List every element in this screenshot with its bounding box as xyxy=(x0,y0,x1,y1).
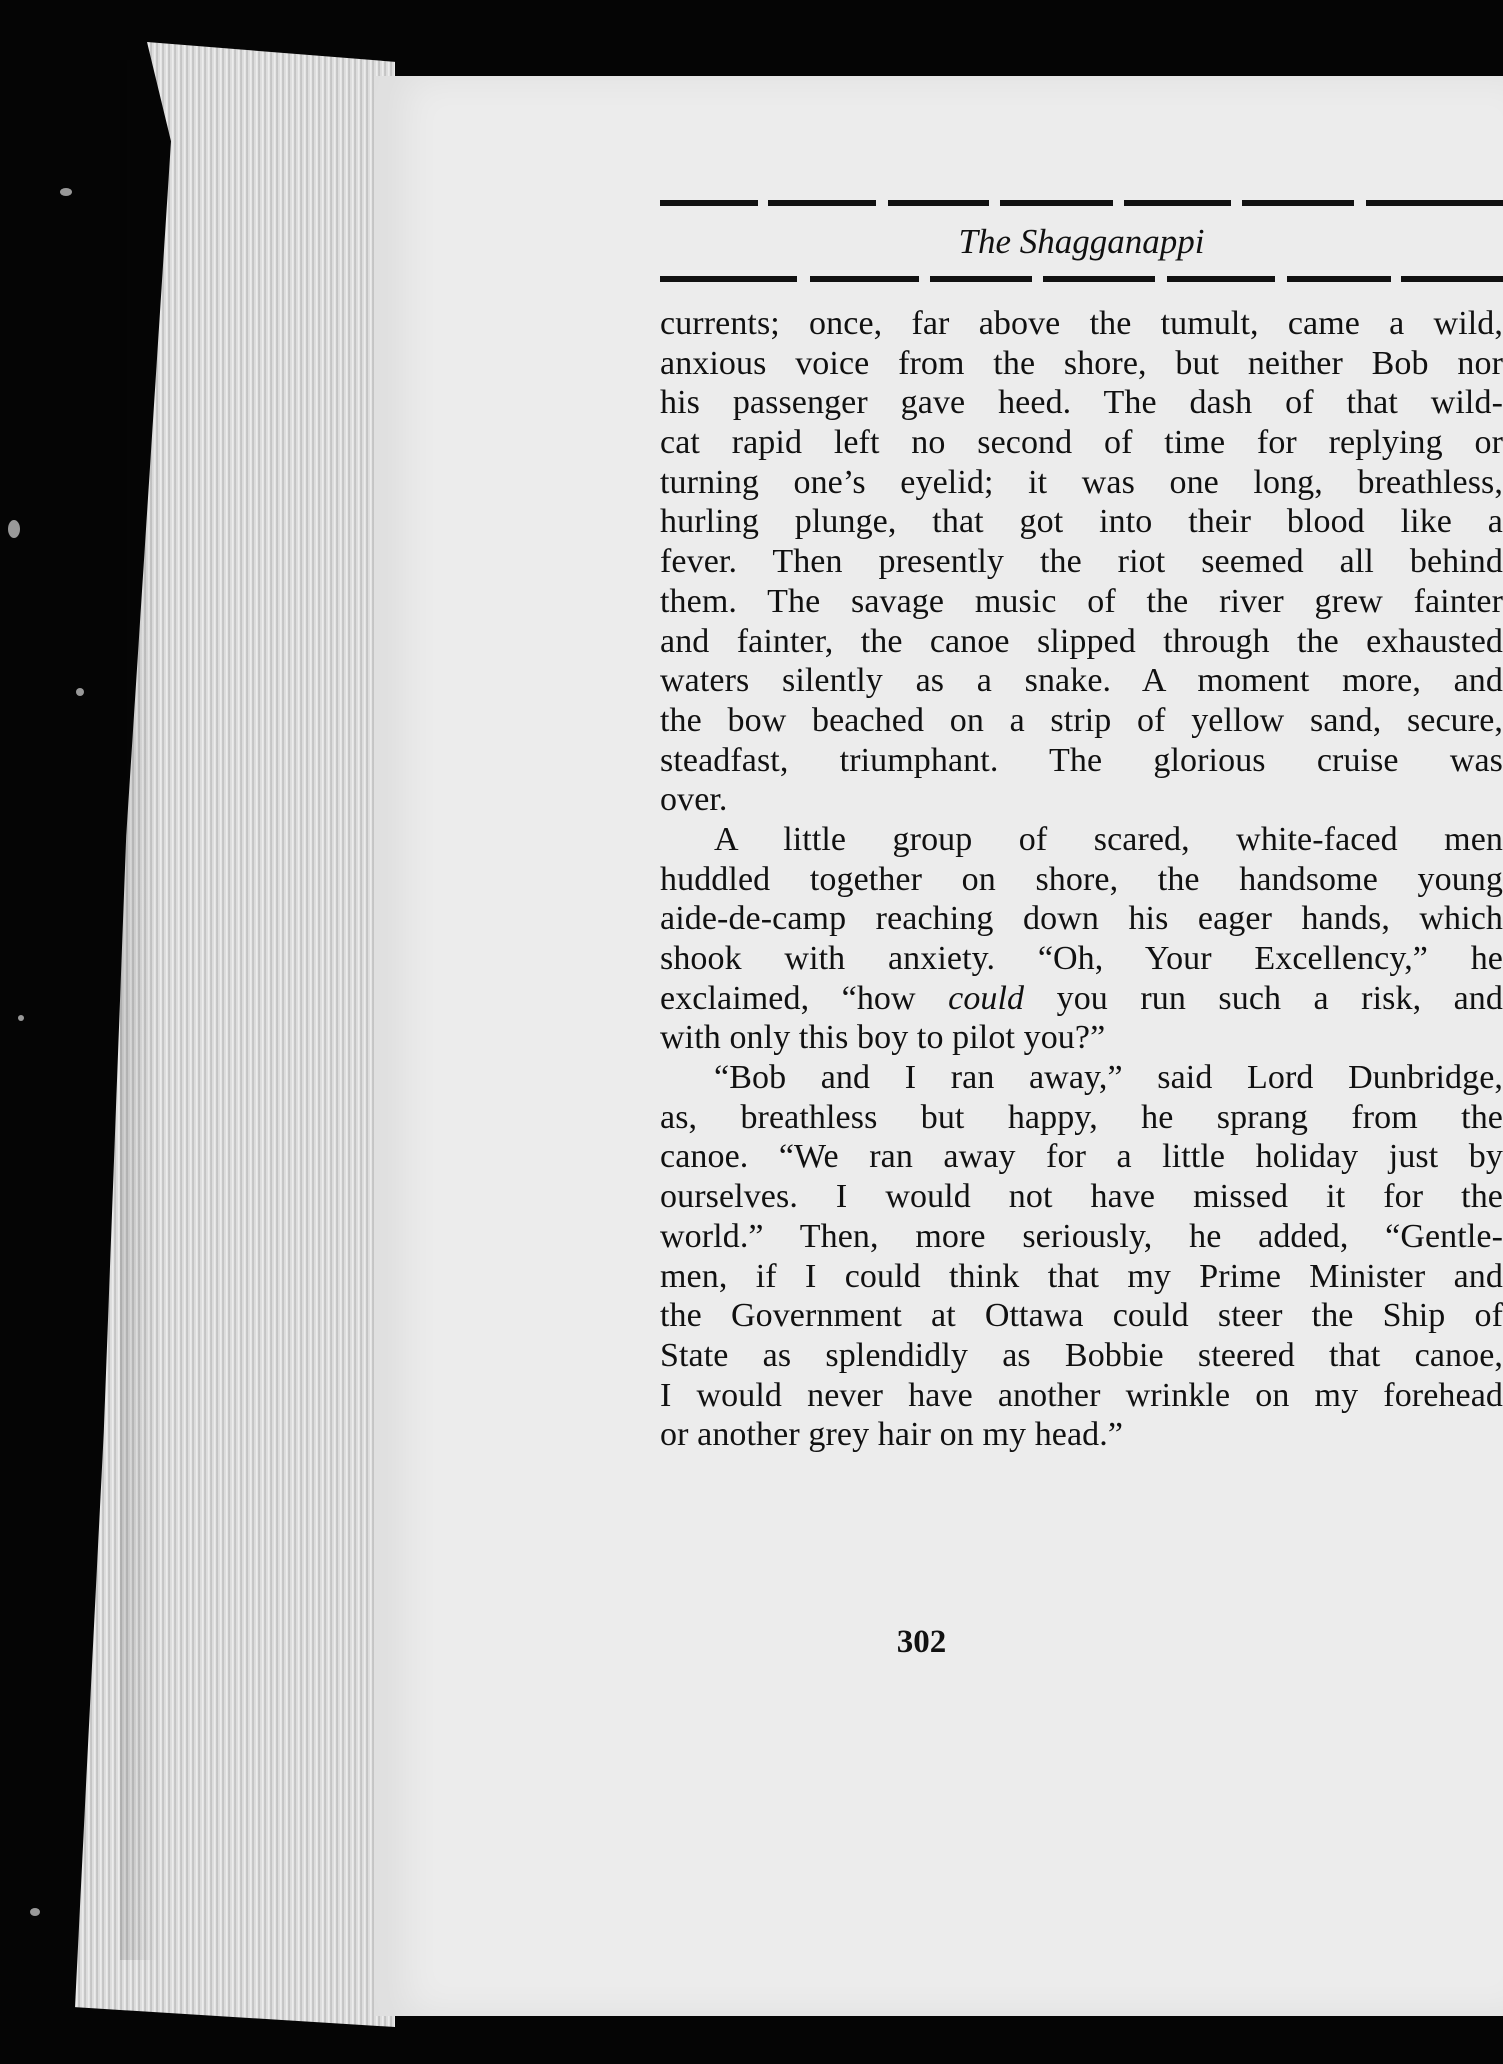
running-head: The Shagganappi xyxy=(958,222,1205,261)
text-line: State as splendidly as Bobbie steered that canoe, xyxy=(660,1336,1503,1374)
text-line: canoe. “We ran away for a little holiday just by xyxy=(660,1138,1503,1176)
text-line: shook with anxiety. “Oh, Your Excellency,” he xyxy=(660,940,1503,977)
text-line: currents; once, far above the tumult, came a wild, xyxy=(660,305,1503,342)
page-fold-shadow xyxy=(120,60,158,1960)
scan-speck xyxy=(60,188,72,196)
text-line: exclaimed, “how could you run such a risk, and xyxy=(660,979,1503,1017)
text-line: waters silently as a snake. A moment more, and xyxy=(660,662,1503,700)
bottom-decorative-rule xyxy=(660,274,1503,284)
top-decorative-rule xyxy=(660,198,1503,208)
text-line: hurling plunge, that got into their blood like a xyxy=(660,503,1503,541)
book-page xyxy=(374,76,1503,2016)
text-line: his passenger gave heed. The dash of that wild- xyxy=(660,384,1503,422)
text-line: aide-de-camp reaching down his eager hands, which xyxy=(660,900,1503,938)
scan-speck xyxy=(30,1908,40,1916)
page-content xyxy=(660,198,1503,1455)
scan-speck xyxy=(76,688,84,696)
emphasized-word: could xyxy=(948,979,1025,1017)
text-line: “Bob and I ran away,” said Lord Dunbridge, xyxy=(714,1059,1503,1097)
page-number: 302 xyxy=(896,1624,947,1660)
text-line: over. xyxy=(660,781,728,819)
text-line: as, breathless but happy, he sprang from the xyxy=(660,1098,1503,1136)
text-line: huddled together on shore, the handsome young xyxy=(660,860,1503,898)
text-line: the Government at Ottawa could steer the Ship of xyxy=(660,1297,1503,1335)
text-line: A little group of scared, white-faced men xyxy=(714,820,1503,858)
text-line: steadfast, triumphant. The glorious cruise was xyxy=(660,741,1503,779)
text-line: or another grey hair on my head.” xyxy=(660,1416,1124,1454)
text-line: the bow beached on a strip of yellow sand, secure, xyxy=(660,701,1503,739)
text-line: with only this boy to pilot you?” xyxy=(660,1019,1106,1057)
text-line: turning one’s eyelid; it was one long, breathless, xyxy=(660,463,1503,501)
text-line: world.” Then, more seriously, he added, “Gentle- xyxy=(660,1217,1503,1255)
text-line: them. The savage music of the river grew fainter xyxy=(660,582,1503,620)
text-line: anxious voice from the shore, but neither Bob nor xyxy=(660,344,1503,382)
scan-speck xyxy=(8,520,20,538)
scan-speck xyxy=(18,1015,24,1021)
text-line: I would never have another wrinkle on my forehead xyxy=(660,1376,1503,1414)
text-line: cat rapid left no second of time for replying or xyxy=(660,424,1503,462)
text-line: men, if I could think that my Prime Minister and xyxy=(660,1257,1503,1295)
body-text xyxy=(660,304,1503,1455)
text-line: and fainter, the canoe slipped through the exhausted xyxy=(660,622,1503,660)
text-line: fever. Then presently the riot seemed all behind xyxy=(660,543,1503,581)
text-line: ourselves. I would not have missed it for the xyxy=(660,1178,1503,1216)
